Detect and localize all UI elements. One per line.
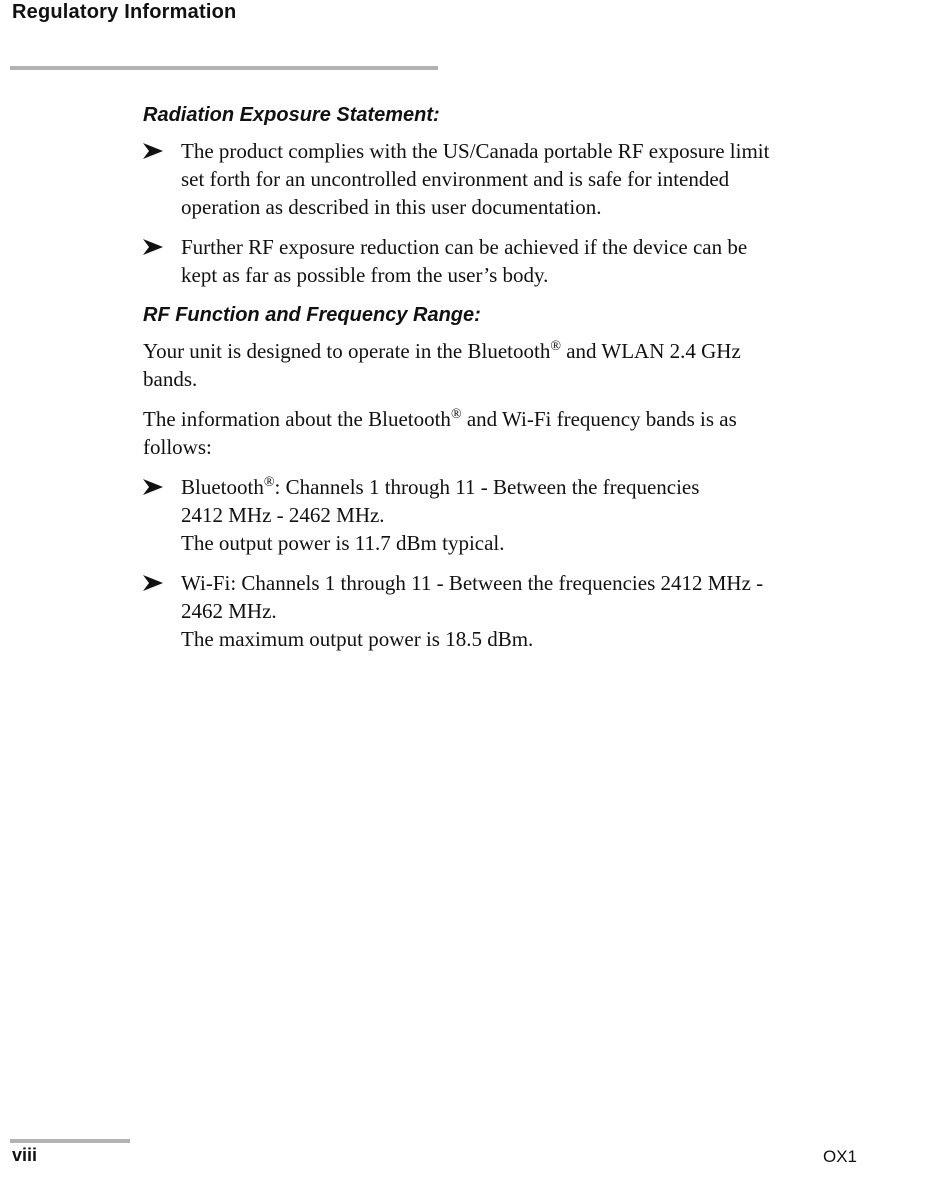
footer-rule [10,1139,130,1143]
arrowhead-bullet-icon [143,575,163,591]
arrowhead-bullet-icon [143,239,163,255]
arrowhead-bullet-icon [143,143,163,159]
bullet-text-line: The output power is 11.7 dBm typical. [181,531,505,555]
list-item [143,569,863,653]
bullet-text-line [181,473,863,501]
text-run: and Wi-Fi frequency bands is as [461,407,737,431]
bullet-text-line: 2412 MHz - 2462 MHz. [181,503,385,527]
rf-function-heading: RF Function and Frequency Range: [143,304,481,326]
paragraph-line [143,405,863,433]
text-run: The information about the Bluetooth [143,407,451,431]
bullet-text-line: Wi-Fi: Channels 1 through 11 - Between the frequencies 2412 MHz - [181,571,764,595]
text-run: : Channels 1 through 11 - Between the frequencies [274,475,700,499]
registered-mark: ® [450,407,462,422]
bullet-text-line: The product complies with the US/Canada portable RF exposure limit [181,139,770,163]
bullet-text-line: set forth for an uncontrolled environment and is safe for intended [181,167,730,191]
bullet-text-line: kept as far as possible from the user’s body. [181,263,549,287]
paragraph [143,405,863,461]
bullet-text-line: The maximum output power is 18.5 dBm. [181,627,534,651]
page-content [143,101,863,665]
product-name: OX1 [822,1147,857,1166]
list-item [143,473,863,557]
radiation-exposure-heading: Radiation Exposure Statement: [143,104,440,126]
list-item [143,233,863,289]
paragraph-line [143,337,863,365]
registered-mark: ® [263,475,275,490]
paragraph-line: follows: [143,435,212,459]
page-header-title: Regulatory Information [12,1,237,23]
text-run: Your unit is designed to operate in the Bluetooth [143,339,551,363]
arrowhead-bullet-icon [143,479,163,495]
paragraph-line: bands. [143,367,198,391]
list-item [143,137,863,221]
text-run: and WLAN 2.4 GHz [560,339,741,363]
bullet-text-line: 2462 MHz. [181,599,277,623]
bullet-text-line: operation as described in this user documentation. [181,195,602,219]
header-rule [10,66,438,70]
page-number: viii [12,1145,38,1165]
paragraph [143,337,863,393]
bullet-text-line: Further RF exposure reduction can be achieved if the device can be [181,235,748,259]
registered-mark: ® [550,339,561,354]
text-run: Bluetooth [181,475,264,499]
